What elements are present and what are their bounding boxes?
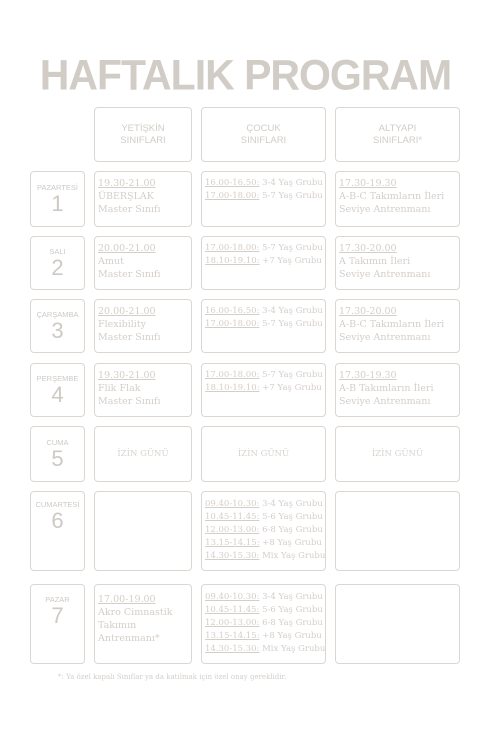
day-number: 2 [51, 254, 64, 280]
kids-class-cell [201, 171, 326, 227]
class-line: Master Sınıfı [98, 204, 161, 215]
day-label-thursday [30, 363, 85, 417]
youth-class-cell [335, 236, 460, 290]
header-line: ÇOCUK [246, 122, 281, 134]
rest-day-label: İZİN GÜNÜ [371, 449, 424, 459]
kids-class-cell [201, 236, 326, 290]
youth-class-cell [335, 299, 460, 353]
day-label-saturday [30, 491, 85, 571]
class-time: 17.30-19.30 [339, 178, 397, 189]
class-line: Master Sınıfı [98, 269, 161, 280]
page-title: HAFTALIK PROGRAM [39, 50, 452, 100]
kids-slot: 18.10-19.10: +7 Yaş Grubu [205, 256, 322, 266]
day-name: SALI [49, 246, 66, 256]
youth-class-cell [335, 171, 460, 227]
kids-slot: 18.10-19.10: +7 Yaş Grubu [205, 383, 322, 393]
class-line: Master Sınıfı [98, 332, 161, 343]
kids-slot: 14.30-15.30: Mix Yaş Grubu [205, 644, 326, 654]
class-line: A Takımın İleri [339, 256, 411, 267]
class-line: Flexibility [98, 319, 147, 330]
class-time: 17.30-19.30 [339, 370, 397, 381]
youth-class-cell-empty [335, 491, 460, 571]
class-time: 17.00-19.00 [98, 594, 156, 605]
rest-day-cell [201, 426, 326, 482]
day-name: CUMA [46, 437, 69, 447]
rest-day-cell [94, 426, 192, 482]
day-number: 6 [51, 508, 64, 533]
header-adult-classes [94, 107, 192, 162]
adult-class-cell [94, 584, 192, 664]
class-line: Seviye Antrenmanı [339, 204, 431, 215]
day-label-wednesday [30, 299, 85, 353]
youth-class-cell-empty [335, 584, 460, 664]
kids-class-cell [201, 363, 326, 417]
kids-class-cell [201, 299, 326, 353]
kids-slot: 17.00-18.00: 5-7 Yaş Grubu [205, 319, 323, 329]
class-time: 17.30-20.00 [339, 243, 397, 254]
kids-slot: 10.45-11.45: 5-6 Yaş Grubu [205, 512, 323, 522]
class-line: A-B Takımların İleri [339, 383, 434, 394]
day-label-monday [30, 171, 85, 227]
day-number: 3 [51, 317, 64, 343]
rest-day-cell [335, 426, 460, 482]
class-line: Antrenmanı* [98, 633, 160, 644]
header-line: YETİŞKİN [121, 122, 165, 134]
kids-slot: 12.00-13.00: 6-8 Yaş Grubu [205, 618, 323, 628]
kids-slot: 09.40-10.30: 3-4 Yaş Grubu [205, 592, 323, 602]
header-youth-classes [335, 107, 460, 162]
kids-slot: 09.40-10.30: 3-4 Yaş Grubu [205, 499, 323, 509]
kids-class-cell [201, 491, 326, 571]
day-label-sunday [30, 584, 85, 664]
header-kids-classes [201, 107, 326, 162]
kids-class-cell [201, 584, 326, 664]
adult-class-cell [94, 236, 192, 290]
class-line: A-B-C Takımların İleri [339, 191, 445, 202]
kids-slot: 13.15-14.15: +8 Yaş Grubu [205, 538, 322, 548]
class-time: 20.00-21.00 [98, 243, 156, 254]
class-time: 17.30-20.00 [339, 306, 397, 317]
youth-class-cell [335, 363, 460, 417]
class-line: ÜBERŞLAK [98, 191, 154, 202]
class-line: Seviye Antrenmanı [339, 332, 431, 343]
kids-slot: 17.00-18.00: 5-7 Yaş Grubu [205, 191, 323, 201]
class-line: Flik Flak [98, 383, 141, 394]
adult-class-cell [94, 363, 192, 417]
class-line: Seviye Antrenmanı [339, 269, 431, 280]
kids-slot: 10.45-11.45: 5-6 Yaş Grubu [205, 605, 323, 615]
kids-slot: 14.30-15.30: Mix Yaş Grubu [205, 551, 326, 561]
day-name: PERŞEMBE [36, 373, 79, 383]
kids-slot: 16.00-16.50: 3-4 Yaş Grubu [205, 306, 323, 316]
class-time: 20.00-21.00 [98, 306, 156, 317]
day-label-tuesday [30, 236, 85, 290]
kids-slot: 16.00-16.50: 3-4 Yaş Grubu [205, 178, 323, 188]
day-name: PAZARTESİ [37, 182, 78, 192]
day-number: 1 [51, 190, 64, 216]
day-name: CUMARTESİ [35, 500, 80, 509]
day-name: ÇARŞAMBA [36, 309, 79, 319]
class-time: 19.30-21.00 [98, 370, 156, 381]
day-name: PAZAR [45, 595, 70, 604]
class-line: Seviye Antrenmanı [339, 396, 431, 407]
day-number: 4 [51, 381, 64, 407]
kids-slot: 13.15-14.15: +8 Yaş Grubu [205, 631, 322, 641]
day-number: 7 [51, 603, 64, 628]
day-number: 5 [51, 445, 64, 471]
header-line: SINIFLARI* [372, 134, 423, 146]
kids-slot: 17.00-18.00: 5-7 Yaş Grubu [205, 370, 323, 380]
class-line: Akro Cimnastik [98, 607, 173, 618]
kids-slot: 12.00-13.00: 6-8 Yaş Grubu [205, 525, 323, 535]
header-line: ALTYAPI [378, 122, 417, 134]
adult-class-cell [94, 299, 192, 353]
rest-day-label: İZİN GÜNÜ [237, 449, 290, 459]
header-line: SINIFLARI [120, 134, 166, 146]
class-line: A-B-C Takımların İleri [339, 319, 445, 330]
day-label-friday [30, 426, 85, 482]
rest-day-label: İZİN GÜNÜ [117, 449, 169, 459]
kids-slot: 17.00-18.00: 5-7 Yaş Grubu [205, 243, 323, 253]
class-line: Takımın [98, 620, 137, 631]
adult-class-cell-empty [94, 491, 192, 571]
class-line: Amut [98, 256, 124, 267]
footnote: *: Ya özel kapalı Sınıflar ya da katılmak için özel onay gereklidir. [58, 673, 287, 681]
adult-class-cell [94, 171, 192, 227]
header-line: SINIFLARI [240, 134, 287, 146]
class-time: 19.30-21.00 [98, 178, 156, 189]
class-line: Master Sınıfı [98, 396, 161, 407]
